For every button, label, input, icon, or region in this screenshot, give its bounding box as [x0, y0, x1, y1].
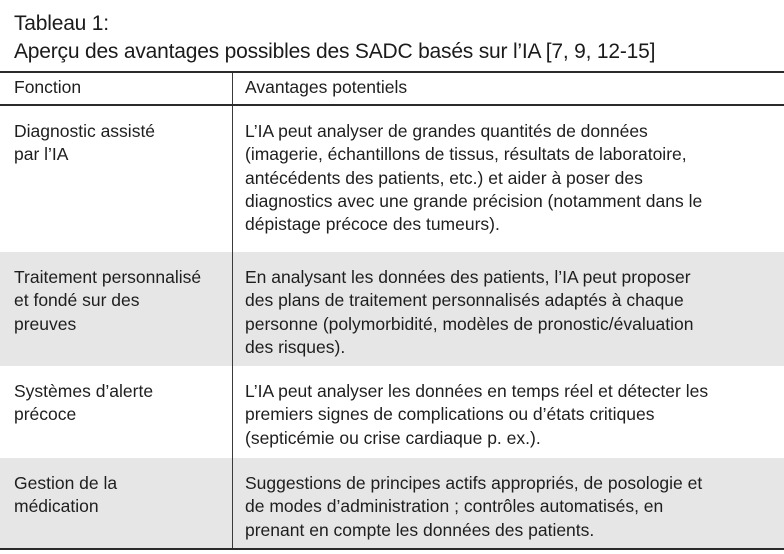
benefit-line: (septicémie ou crise cardiaque p. ex.).	[245, 427, 541, 448]
benefit-line: des risques).	[245, 336, 346, 357]
benefit-line: diagnostics avec une grande précision (notamment dans le	[245, 190, 703, 211]
table-row	[0, 366, 784, 458]
table-caption	[14, 10, 779, 66]
table-row	[0, 458, 784, 548]
benefit-line: prenant en compte les données des patients.	[245, 519, 595, 540]
function-line: Gestion de la	[14, 473, 118, 493]
benefit-line: premiers signes de complications ou d’états critiques	[245, 404, 655, 425]
benefit-line: personne (polymorbidité, modèles de pronostic/évaluation	[245, 313, 694, 334]
function-line: Traitement personnalisé	[14, 267, 202, 287]
benefit-line: L’IA peut analyser les données en temps réel et détecter les	[245, 381, 709, 401]
benefit-line: (imagerie, échantillons de tissus, résultats de laboratoire,	[245, 144, 687, 165]
benefit-line: En analysant les données des patients, l’IA peut proposer	[245, 267, 691, 287]
table-bottom-rule	[0, 548, 784, 550]
benefit-line: des plans de traitement personnalisés adaptés à chaque	[245, 290, 684, 311]
function-line: preuves	[14, 313, 77, 334]
benefits-table	[0, 71, 784, 550]
table-row	[0, 106, 784, 252]
function-cell	[0, 252, 232, 366]
table-title: Aperçu des avantages possibles des SADC basés sur l’IA [7, 9, 12-15]	[14, 40, 656, 63]
function-line: médication	[14, 496, 99, 517]
function-line: par l’IA	[14, 144, 69, 165]
benefit-cell	[232, 252, 784, 366]
function-line: Diagnostic assisté	[14, 121, 156, 141]
function-line: précoce	[14, 404, 77, 425]
benefit-line: dépistage précoce des tumeurs).	[245, 214, 500, 235]
benefit-line: antécédents des patients, etc.) et aider à poser des	[245, 167, 643, 188]
function-line: Systèmes d’alerte	[14, 381, 154, 401]
benefit-line: L’IA peut analyser de grandes quantités de données	[245, 121, 648, 141]
header-function: Fonction	[14, 77, 82, 97]
function-cell	[0, 106, 232, 252]
benefit-line: Suggestions de principes actifs appropriés, de posologie et	[245, 473, 703, 493]
table-number: Tableau 1:	[14, 12, 109, 35]
benefit-cell	[232, 458, 784, 548]
function-cell	[0, 366, 232, 458]
function-cell	[0, 458, 232, 548]
header-benefits: Avantages potentiels	[232, 73, 784, 104]
benefit-cell	[232, 106, 784, 252]
benefit-cell	[232, 366, 784, 458]
table-row	[0, 252, 784, 366]
function-line: et fondé sur des	[14, 290, 140, 311]
benefit-line: de modes d’administration ; contrôles automatisés, en	[245, 496, 664, 517]
table-header-row	[0, 73, 784, 104]
